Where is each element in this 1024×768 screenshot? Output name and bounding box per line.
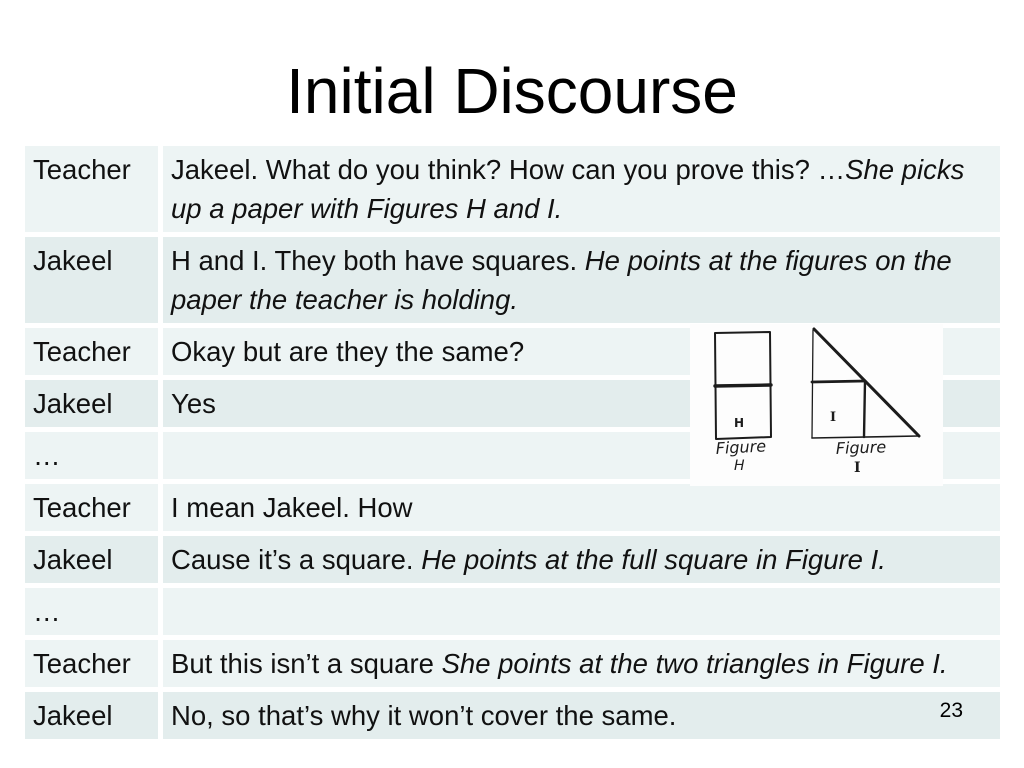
speaker-cell: Teacher <box>25 146 158 232</box>
table-row-10 <box>25 692 1000 739</box>
utterance-stage-direction: She picks up a paper with Figures H and I. <box>171 154 965 224</box>
utterance-text: I mean Jakeel. How <box>171 492 413 523</box>
slide-page-number: 23 <box>939 699 963 722</box>
utterance-cell <box>163 484 1000 531</box>
speaker-cell: Jakeel <box>25 237 158 323</box>
figure-h-caption-word: Figure <box>715 436 767 458</box>
table-row-6 <box>25 484 1000 531</box>
utterance-text: But this isn’t a square <box>171 648 442 679</box>
speaker-cell: … <box>25 432 158 479</box>
page-title: Initial Discourse <box>286 55 738 127</box>
table-row-1 <box>25 146 1000 232</box>
utterance-text: H and I. They both have squares. <box>171 245 585 276</box>
table-row-7 <box>25 536 1000 583</box>
table-row-8 <box>25 588 1000 635</box>
speaker-cell: Teacher <box>25 484 158 531</box>
utterance-text: Cause it’s a square. <box>171 544 422 575</box>
speaker-cell: Jakeel <box>25 536 158 583</box>
figure-h-inner-label: H <box>734 416 745 430</box>
utterance-cell <box>163 692 1000 739</box>
utterance-text: Jakeel. What do you think? How can you prove this? … <box>171 154 846 185</box>
speaker-cell: Teacher <box>25 640 158 687</box>
utterance-stage-direction: He points at the full square in Figure I. <box>421 544 886 575</box>
utterance-stage-direction: He points at the figures on the paper the teacher is holding. <box>171 245 952 315</box>
figure-i-inner-label: I <box>830 410 837 425</box>
figures-h-and-i-image <box>690 324 943 486</box>
utterance-cell <box>163 237 1000 323</box>
utterance-text: Okay but are they the same? <box>171 336 525 367</box>
utterance-text: Yes <box>171 388 216 419</box>
speaker-cell: … <box>25 588 158 635</box>
speaker-cell: Jakeel <box>25 380 158 427</box>
utterance-cell <box>163 536 1000 583</box>
figures-drawing <box>690 324 943 486</box>
figure-i-caption-letter: I <box>854 460 861 476</box>
figure-i-caption-word: Figure <box>835 437 887 458</box>
utterance-cell <box>163 640 1000 687</box>
speaker-cell: Jakeel <box>25 692 158 739</box>
table-row-9 <box>25 640 1000 687</box>
speaker-cell: Teacher <box>25 328 158 375</box>
utterance-cell <box>163 588 1000 635</box>
table-row-2 <box>25 237 1000 323</box>
figure-h-caption-letter: H <box>734 458 745 474</box>
utterance-text: No, so that’s why it won’t cover the same. <box>171 700 677 731</box>
figure-i-drawing <box>812 329 919 438</box>
utterance-stage-direction: She points at the two triangles in Figure I. <box>441 648 948 679</box>
utterance-cell <box>163 146 1000 232</box>
